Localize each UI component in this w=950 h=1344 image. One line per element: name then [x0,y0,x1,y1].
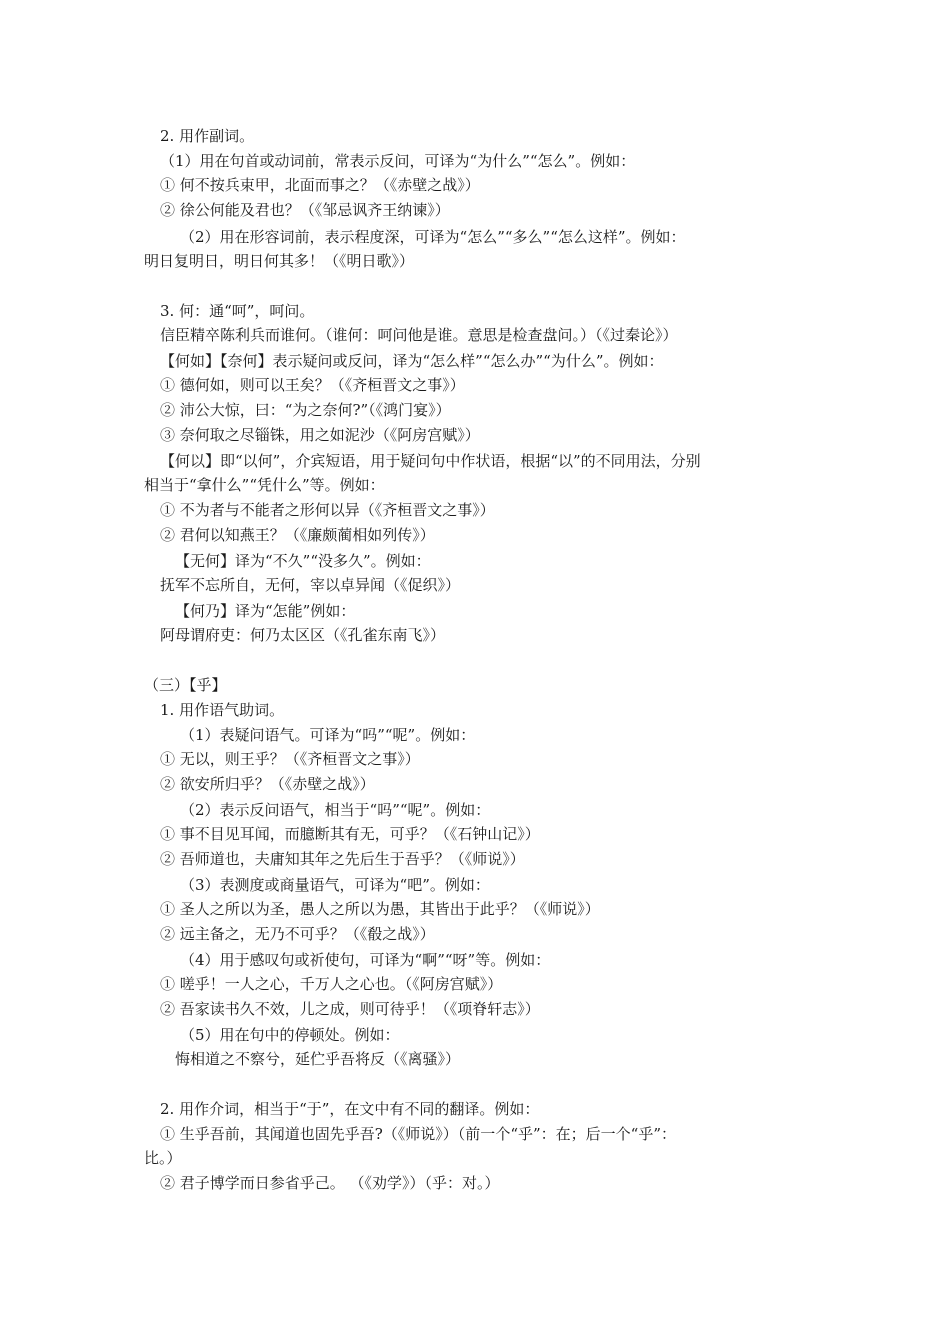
text-line: 【何如】【奈何】表示疑问或反问，译为“怎么样”“怎么办”“为什么”。例如： [160,352,664,370]
example-line: ① 何不按兵束甲，北面而事之？（《赤壁之战》） [160,176,480,194]
example-line: ② 远主备之，无乃不可乎？（《殽之战》） [160,925,435,943]
text-line: 比。） [144,1149,182,1167]
text-line: （5）用在句中的停顿处。例如： [180,1026,400,1044]
example-line: ② 欲安所归乎？（《赤壁之战》） [160,775,375,793]
text-line: 【何乃】译为“怎能”例如： [175,602,356,620]
example-line: ② 吾师道也，夫庸知其年之先后生于吾乎？（《师说》） [160,850,525,868]
text-line: （1）表疑问语气。可译为“吗”“呢”。例如： [180,726,476,744]
text-line: 【无何】译为“不久”“没多久”。例如： [175,552,431,570]
example-line: ② 徐公何能及君也？（《邹忌讽齐王纳谏》） [160,201,450,219]
example-line: ② 吾家读书久不效，儿之成，则可待乎！（《项脊轩志》） [160,1000,540,1018]
example-line: ③ 奈何取之尽锱铢，用之如泥沙（《阿房宫赋》） [160,426,480,444]
example-line: ② 君何以知燕王？（《廉颇蔺相如列传》） [160,526,435,544]
example-line: 明日复明日，明日何其多！（《明日歌》） [144,252,415,270]
section-heading: （三）【乎】 [144,676,227,694]
section-heading: 2. 用作副词。 [160,127,255,145]
text-line: （2）表示反问语气，相当于“吗”“呢”。例如： [180,801,491,819]
example-line: 信臣精卒陈利兵而谁何。（谁何：呵问他是谁。意思是检查盘问。）（《过秦论》） [160,326,678,344]
example-line: 阿母谓府吏：何乃太区区（《孔雀东南飞》） [160,626,446,644]
example-line: ① 事不目见耳闻，而臆断其有无，可乎？（《石钟山记》） [160,825,540,843]
text-line: 相当于“拿什么”“凭什么”等。例如： [144,476,385,494]
example-line: ① 无以，则王乎？（《齐桓晋文之事》） [160,750,420,768]
text-line: （4）用于感叹句或祈使句，可译为“啊”“呀”等。例如： [180,951,551,969]
text-line: 【何以】即“以何”，介宾短语，用于疑问句中作状语，根据“以”的不同用法，分别 [160,452,701,470]
example-line: ② 君子博学而日参省乎己。 （《劝学》）（乎：对。） [160,1174,500,1192]
example-line: ② 沛公大惊，曰：“为之奈何?”（《鸿门宴》） [160,401,451,419]
section-heading: 3. 何：通“呵”，呵问。 [160,302,315,320]
example-line: 悔相道之不察兮，延伫乎吾将反（《离骚》） [175,1050,461,1068]
example-line: 抚军不忘所自，无何，宰以卓异闻（《促织》） [160,576,461,594]
example-line: ① 生乎吾前，其闻道也固先乎吾?（《师说》）（前一个“乎”：在；后一个“乎”： [160,1125,676,1143]
section-heading: 2. 用作介词，相当于“于”，在文中有不同的翻译。例如： [160,1100,540,1118]
example-line: ① 不为者与不能者之形何以异（《齐桓晋文之事》） [160,501,495,519]
example-line: ① 圣人之所以为圣，愚人之所以为愚，其皆出于此乎？（《师说》） [160,900,600,918]
text-line: （3）表测度或商量语气，可译为“吧”。例如： [180,876,490,894]
example-line: ① 德何如，则可以王矣？（《齐桓晋文之事》） [160,376,465,394]
text-line: （1）用在句首或动词前，常表示反问，可译为“为什么”“怎么”。例如： [160,152,636,170]
example-line: ① 嗟乎！一人之心，千万人之心也。（《阿房宫赋》） [160,975,503,993]
section-heading: 1. 用作语气助词。 [160,701,285,719]
text-line: （2）用在形容词前，表示程度深，可译为“怎么”“多么”“怎么这样”。例如： [180,228,686,246]
